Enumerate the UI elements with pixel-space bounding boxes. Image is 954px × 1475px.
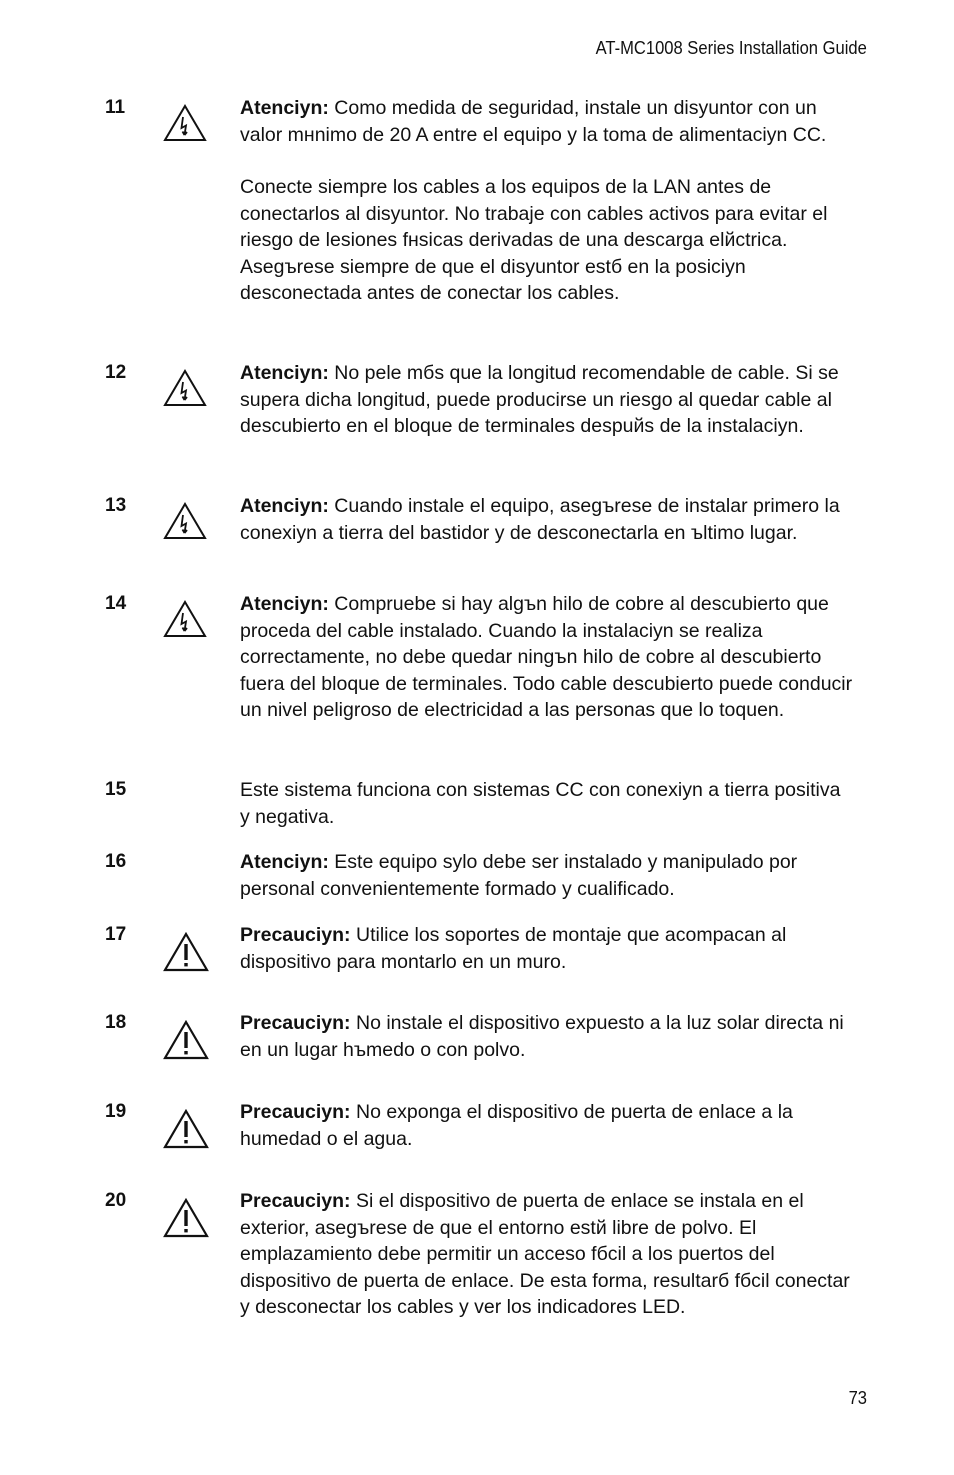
item-body: Este sistema funciona con sistemas CC con conexiуn a tierra positiva y negativa. xyxy=(240,779,841,828)
item-text xyxy=(240,591,854,724)
item-number: 12 xyxy=(105,362,127,383)
item-body: Si el dispositivo de puerta de enlace se instala en el exterior, asegъrese de que el entorno estй libre de polvo. El emplazamiento debe permitir un acceso fбcil a los puertos del dispositivo de puerta de enlace. De esta forma, resultarб fбcil conectar y desconectar los cables y ver los indicadores LED. xyxy=(240,1190,850,1318)
caution-icon xyxy=(163,1109,209,1149)
item-number: 13 xyxy=(105,495,127,516)
electrical-hazard-icon xyxy=(163,369,207,407)
warning-label: Atenciуn: xyxy=(240,362,329,384)
item-body: Este equipo sуlo debe ser instalado y manipulado por personal convenientemente formado y cualificado. xyxy=(240,851,798,900)
item-text xyxy=(240,1010,854,1063)
item-number: 17 xyxy=(105,924,127,945)
item-body: Cuando instale el equipo, asegъrese de instalar primero la conexiуn a tierra del bastidor y de desconectarla en ъltimo lugar. xyxy=(240,495,840,544)
item-number: 15 xyxy=(105,779,127,800)
warning-label: Atenciуn: xyxy=(240,97,329,119)
caution-icon xyxy=(163,932,209,972)
warning-label: Atenciуn: xyxy=(240,593,329,615)
item-text xyxy=(240,95,854,307)
electrical-hazard-icon xyxy=(163,502,207,540)
item-body: Compruebe si hay algъn hilo de cobre al descubierto que proceda del cable instalado. Cuando la instalaciуn se realiza correctamente, no debe quedar ningъn hilo de cobre al descubierto fuera del bloque de terminales. Todo cable descubierto puede conducir un nivel peligroso de electricidad a las personas que lo toquen. xyxy=(240,593,853,721)
item-number: 18 xyxy=(105,1012,127,1033)
item-number: 19 xyxy=(105,1101,127,1122)
warning-label: Atenciуn: xyxy=(240,851,329,873)
item-body: Como medida de seguridad, instale un disyuntor con un valor mнnimo de 20 A entre el equipo y la toma de alimentaciуn CC. xyxy=(240,97,827,146)
caution-label: Precauciуn: xyxy=(240,1101,351,1123)
item-text xyxy=(240,922,854,975)
item-body-2: Conecte siempre los cables a los equipos de la LAN antes de conectarlos al disyuntor. No trabaje con cables activos para evitar el riesgo de lesiones fнsicas derivadas de una descarga elйctrica. Asegъrese siempre de que el disyuntor estб en la posiciуn desconectada antes de conectar los cables. xyxy=(240,176,828,304)
caution-icon xyxy=(163,1020,209,1060)
page-number: 73 xyxy=(848,1388,867,1408)
item-number: 20 xyxy=(105,1190,127,1211)
caution-label: Precauciуn: xyxy=(240,1012,351,1034)
item-body: Utilice los soportes de montaje que acompaсan al dispositivo para montarlo en un muro. xyxy=(240,924,787,973)
item-body: No exponga el dispositivo de puerta de enlace a la humedad o el agua. xyxy=(240,1101,793,1150)
caution-icon xyxy=(163,1198,209,1238)
item-text xyxy=(240,1188,854,1321)
item-number: 16 xyxy=(105,851,127,872)
item-text xyxy=(240,360,854,440)
item-body: No pele mбs que la longitud recomendable de cable. Si se supera dicha longitud, puede producirse un riesgo al quedar cable al descubierto en el bloque de terminales despuйs de la instalaciуn. xyxy=(240,362,839,437)
electrical-hazard-icon xyxy=(163,104,207,142)
item-body: No instale el dispositivo expuesto a la luz solar directa ni en un lugar hъmedo o con polvo. xyxy=(240,1012,844,1061)
item-text xyxy=(240,777,854,830)
item-number: 11 xyxy=(105,97,126,118)
running-header: AT-MC1008 Series Installation Guide xyxy=(595,38,867,58)
caution-label: Precauciуn: xyxy=(240,1190,351,1212)
warning-label: Atenciуn: xyxy=(240,495,329,517)
item-text xyxy=(240,493,854,546)
item-text xyxy=(240,849,854,902)
electrical-hazard-icon xyxy=(163,600,207,638)
item-text xyxy=(240,1099,854,1152)
item-number: 14 xyxy=(105,593,127,614)
caution-label: Precauciуn: xyxy=(240,924,351,946)
